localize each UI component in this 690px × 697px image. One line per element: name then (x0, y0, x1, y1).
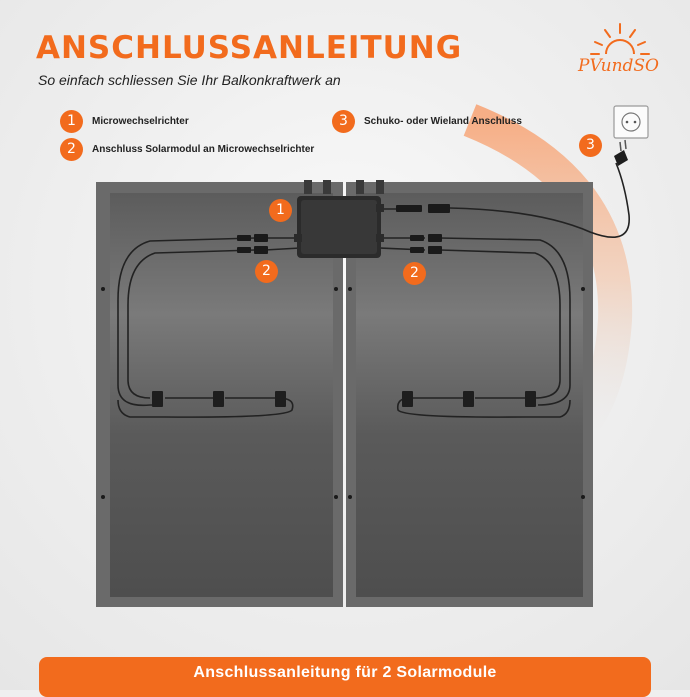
page-subtitle: So einfach schliessen Sie Ihr Balkonkraftwerk an (38, 72, 341, 88)
logo (572, 20, 668, 78)
legend-label-2: Anschluss Solarmodul an Microwechselrichter (92, 144, 315, 155)
microinverter-icon (294, 196, 384, 258)
callout-plug: 3 (579, 134, 602, 157)
legend-badge-3: 3 (332, 110, 355, 133)
footer-text: Anschlussanleitung für 2 Solarmodule (193, 664, 497, 681)
callout-connector-left: 2 (255, 260, 278, 283)
legend-label-3: Schuko- oder Wieland Anschluss (364, 116, 522, 127)
callout-inverter: 1 (269, 199, 292, 222)
sun-icon (588, 20, 652, 58)
legend-badge-1: 1 (60, 110, 83, 133)
footer-bar (39, 657, 651, 697)
page-title: ANSCHLUSSANLEITUNG (36, 30, 463, 66)
callout-connector-right: 2 (403, 262, 426, 285)
logo-text: PVundSO (578, 56, 659, 76)
legend-badge-2: 2 (60, 138, 83, 161)
legend-label-1: Microwechselrichter (92, 116, 189, 127)
power-socket-icon (614, 106, 648, 138)
plug-icon (614, 140, 628, 166)
